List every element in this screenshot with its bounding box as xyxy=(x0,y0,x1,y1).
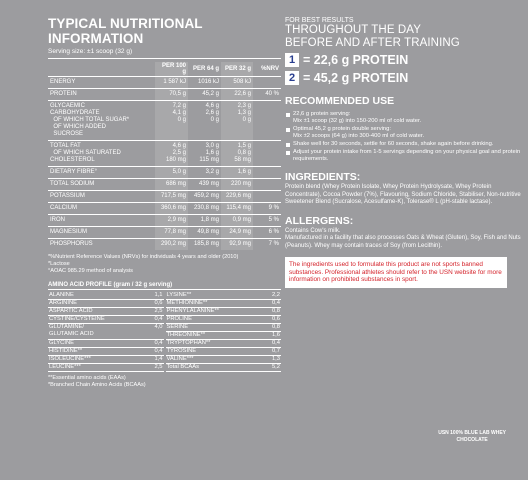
nutrition-row xyxy=(48,191,281,203)
amino-name: CYSTINE/CYSTEINE xyxy=(48,316,144,324)
amino-row xyxy=(48,347,164,355)
scoop-2-protein: = 45,2 g PROTEIN xyxy=(303,71,409,85)
amino-name: PHENYLALANINE** xyxy=(166,308,262,316)
amino-value: 4,0 xyxy=(144,324,164,339)
nutrition-value-per-64g: 45,2 g xyxy=(188,89,221,101)
amino-row xyxy=(48,292,164,300)
amino-value: 2,2 xyxy=(261,292,281,300)
amino-name: THREONINE** xyxy=(166,332,262,340)
amino-value: 2,5 xyxy=(144,363,164,371)
nutrition-value-per-100g: 717,5 mg xyxy=(155,191,188,203)
nutrition-row xyxy=(48,239,281,251)
recommended-item: Shake well for 30 seconds, settle for 60 seconds, shake again before drinking. xyxy=(293,141,528,148)
nutrition-value-per-32g: 1,6 g xyxy=(221,167,253,179)
nutrition-value-nrv xyxy=(253,101,281,141)
amino-name: TRYPTOPHAN** xyxy=(166,340,262,348)
amino-value: 5,2 xyxy=(261,364,281,372)
nutrition-value-per-100g: 77,8 mg xyxy=(155,227,188,239)
nutrition-value-per-100g: 70,5 g xyxy=(155,89,188,101)
nutrition-value-nrv xyxy=(253,77,281,89)
divider xyxy=(48,58,281,59)
nutrition-value-per-100g: 1 587 kJ xyxy=(155,77,188,89)
amino-row xyxy=(48,316,164,324)
nutrition-value-per-64g: 439 mg xyxy=(188,179,221,191)
nutrition-value-per-32g: 115,4 mg xyxy=(221,203,253,215)
header-per-100g: PER 100 g xyxy=(155,62,188,77)
nutrition-value-per-32g: 0,9 mg xyxy=(221,215,253,227)
nutrition-row xyxy=(48,89,281,101)
ingredients-title: INGREDIENTS: xyxy=(285,171,361,183)
nutrition-value-nrv: 6 % xyxy=(253,227,281,239)
nutrition-row xyxy=(48,101,281,141)
nutrition-value-per-32g: 229,6 mg xyxy=(221,191,253,203)
recommended-title: RECOMMENDED USE xyxy=(285,95,395,107)
amino-row xyxy=(48,355,164,363)
amino-row xyxy=(48,308,164,316)
amino-table-left xyxy=(48,292,164,372)
amino-row xyxy=(48,300,164,308)
serving-size: Serving size: ±1 scoop (32 g) xyxy=(48,48,133,55)
nutrition-label: ENERGY xyxy=(48,77,155,89)
sports-warning: The ingredients used to formulate this product are not sports banned substances. Professional athletes should refer to the USN website for more information on prohibited substances in sport. xyxy=(285,257,507,288)
for-best-results: FOR BEST RESULTS xyxy=(285,17,354,24)
amino-value: 0,7 xyxy=(261,348,281,356)
amino-value: 1,3 xyxy=(261,356,281,364)
amino-name: GLUTAMINE/ GLUTAMIC ACID xyxy=(48,324,144,339)
amino-row xyxy=(48,339,164,347)
amino-value: 1,4 xyxy=(144,355,164,363)
amino-row xyxy=(166,356,282,364)
amino-name: ISOLEUCINE*** xyxy=(48,355,144,363)
amino-name: TYROSINE xyxy=(166,348,262,356)
aoac-note: °AOAC 985.29 method of analysis xyxy=(48,268,133,274)
amino-row xyxy=(166,324,282,332)
amino-value: 0,4 xyxy=(144,339,164,347)
amino-value: 1,6 xyxy=(261,332,281,340)
nutrition-row xyxy=(48,215,281,227)
amino-name: HISTIDINE** xyxy=(48,347,144,355)
amino-name: Total BCAAs xyxy=(166,364,262,372)
nutrition-value-per-64g: 1016 kJ xyxy=(188,77,221,89)
amino-value: 0,6 xyxy=(144,300,164,308)
amino-value: 0,8 xyxy=(261,308,281,316)
amino-name: LYSINE** xyxy=(166,292,262,300)
amino-row xyxy=(166,308,282,316)
eaa-note: **Essential amino acids (EAAs) xyxy=(48,375,126,381)
amino-name: PROLINE xyxy=(166,316,262,324)
nutrition-value-per-100g: 686 mg xyxy=(155,179,188,191)
nutrition-label: POTASSIUM xyxy=(48,191,155,203)
nutrition-label: TOTAL SODIUM xyxy=(48,179,155,191)
nutrition-value-per-32g: 22,6 g xyxy=(221,89,253,101)
header-per-64g: PER 64 g xyxy=(192,66,219,72)
recommended-item: 22,6 g protein serving: Mix ±1 scoop (32 g) into 150-200 ml of cold water. xyxy=(293,111,528,125)
lactose-note: *Lactose xyxy=(48,261,70,267)
header-nrv: %NRV xyxy=(261,66,279,72)
usage-panel xyxy=(285,16,528,476)
amino-value: 1,1 xyxy=(144,292,164,300)
nutrition-value-per-32g: 92,9 mg xyxy=(221,239,253,251)
recommended-list xyxy=(285,111,528,163)
amino-row xyxy=(48,363,164,371)
amino-row xyxy=(166,332,282,340)
amino-value: 0,4 xyxy=(144,316,164,324)
nutrition-label: MAGNESIUM xyxy=(48,227,155,239)
nutrition-label: TOTAL FAT OF WHICH SATURATED CHOLESTEROL xyxy=(48,141,155,167)
nutrition-row xyxy=(48,227,281,239)
amino-name: SERINE xyxy=(166,324,262,332)
nutrition-panel xyxy=(48,16,281,476)
nutrition-value-per-100g: 4,6 g 2,5 g 180 mg xyxy=(155,141,188,167)
nutrition-value-per-100g: 290,2 mg xyxy=(155,239,188,251)
amino-name: ALANINE xyxy=(48,292,144,300)
amino-row xyxy=(166,292,282,300)
nutrition-label: PHOSPHORUS xyxy=(48,239,155,251)
amino-row xyxy=(48,324,164,339)
amino-name: ASPARTIC ACID xyxy=(48,308,144,316)
amino-row xyxy=(166,348,282,356)
ingredients-text: Protein blend (Whey Protein Isolate, Whey Protein Hydrolysate, Whey Protein Concentrate), Cocoa Powder (7%), Flavouring, Sodium Chloride, Stabiliser, Non-nutritive Sweetener Blend (Sucralose, Acesulfame-K), Tolerase® L (pH-stable lactase). xyxy=(285,184,521,205)
nutrition-value-per-100g: 5,0 g xyxy=(155,167,188,179)
nutrition-label: DIETARY FIBRE° xyxy=(48,167,155,179)
amino-value: 0,4 xyxy=(261,340,281,348)
nutrition-notes xyxy=(48,254,281,275)
nutrition-label: IRON xyxy=(48,215,155,227)
nutrition-value-per-100g: 360,6 mg xyxy=(155,203,188,215)
brand-label: USN 100% BLUE LAB WHEY CHOCOLATE xyxy=(438,430,506,443)
amino-tables xyxy=(48,292,281,372)
amino-name: LEUCINE*** xyxy=(48,363,144,371)
bcaa-note: *Branched Chain Amino Acids (BCAAs) xyxy=(48,382,146,388)
allergens-title: ALLERGENS: xyxy=(285,214,354,227)
nutrition-label: CALCIUM xyxy=(48,203,155,215)
nutrition-row xyxy=(48,77,281,89)
header-per-32g: PER 32 g xyxy=(221,62,253,77)
nutrition-value-nrv xyxy=(253,191,281,203)
nutrition-value-nrv xyxy=(253,141,281,167)
nutrition-value-per-32g: 220 mg xyxy=(221,179,253,191)
nutrition-value-per-64g: 3,0 g 1,6 g 115 mg xyxy=(188,141,221,167)
amino-value: 0,6 xyxy=(261,316,281,324)
nutrition-value-per-32g: 1,5 g 0,8 g 58 mg xyxy=(221,141,253,167)
amino-name: ARGININE xyxy=(48,300,144,308)
nutrition-value-per-64g: 185,8 mg xyxy=(188,239,221,251)
nutrition-label: GLYCAEMIC CARBOHYDRATE OF WHICH TOTAL SUGAR* OF WHICH ADDED SUCROSE xyxy=(48,101,155,141)
amino-name: VALINE*** xyxy=(166,356,262,364)
amino-row xyxy=(166,364,282,372)
nutrition-title: TYPICAL NUTRITIONAL INFORMATION xyxy=(48,16,203,46)
amino-row xyxy=(166,340,282,348)
nutrition-value-nrv: 7 % xyxy=(253,239,281,251)
nutrition-value-per-64g: 459,2 mg xyxy=(188,191,221,203)
nutrition-value-per-100g: 7,2 g 4,1 g 0 g xyxy=(155,101,188,141)
amino-name: GLYCINE xyxy=(48,339,144,347)
nutrition-value-per-64g: 1,8 mg xyxy=(188,215,221,227)
nutrition-value-per-32g: 508 kJ xyxy=(221,77,253,89)
nutrition-value-nrv xyxy=(253,167,281,179)
nutrition-row xyxy=(48,141,281,167)
amino-name: METHIONINE** xyxy=(166,300,262,308)
amino-table-right xyxy=(166,292,282,372)
nutrition-row xyxy=(48,179,281,191)
scoop-1-protein: = 22,6 g PROTEIN xyxy=(303,53,409,67)
amino-value: 0,4 xyxy=(144,347,164,355)
nutrition-value-nrv: 40 % xyxy=(253,89,281,101)
training-headline: THROUGHOUT THE DAY BEFORE AND AFTER TRAINING xyxy=(285,24,460,49)
nutrition-row xyxy=(48,203,281,215)
nutrition-value-per-64g: 4,6 g 2,6 g 0 g xyxy=(188,101,221,141)
nutrition-value-per-32g: 2,3 g 1,3 g 0 g xyxy=(221,101,253,141)
amino-value: 0,8 xyxy=(261,324,281,332)
nutrition-value-per-64g: 3,2 g xyxy=(188,167,221,179)
scoop-2-badge: 2 xyxy=(285,71,299,85)
amino-value: 2,5 xyxy=(144,308,164,316)
nutrition-value-per-32g: 24,9 mg xyxy=(221,227,253,239)
nutrition-value-per-64g: 49,8 mg xyxy=(188,227,221,239)
nrv-note: *%Nutrient Reference Values (NRVs) for individuals 4 years and older (2010) xyxy=(48,254,239,260)
nutrition-value-nrv xyxy=(253,179,281,191)
nutrition-value-nrv: 5 % xyxy=(253,215,281,227)
scoop-1-badge: 1 xyxy=(285,53,299,67)
amino-title: AMINO ACID PROFILE (gram / 32 g serving) xyxy=(48,281,281,290)
nutrition-value-per-100g: 2,9 mg xyxy=(155,215,188,227)
scoop-line-1 xyxy=(285,53,528,67)
amino-value: 0,4 xyxy=(261,300,281,308)
recommended-item: Optimal 45,2 g protein double serving: Mix ±2 scoops (64 g) into 300-400 ml of cold water. xyxy=(293,126,528,140)
amino-notes xyxy=(48,375,281,389)
amino-row xyxy=(166,316,282,324)
amino-row xyxy=(166,300,282,308)
nutrition-row xyxy=(48,167,281,179)
scoop-line-2 xyxy=(285,71,528,85)
nutrition-value-per-64g: 230,8 mg xyxy=(188,203,221,215)
recommended-item: Adjust your protein intake from 1-5 servings depending on your physical goal and protein requirements. xyxy=(293,149,528,163)
allergens-text: Contains Cow's milk. Manufactured in a facility that also processes Oats & Wheat (Gluten), Soy, Fish and Nuts (Peanuts). Whey may contain traces of Soy (from Lecithin). xyxy=(285,227,521,249)
nutrition-label: PROTEIN xyxy=(48,89,155,101)
nutrition-value-nrv: 9 % xyxy=(253,203,281,215)
nutrition-table xyxy=(48,62,281,250)
